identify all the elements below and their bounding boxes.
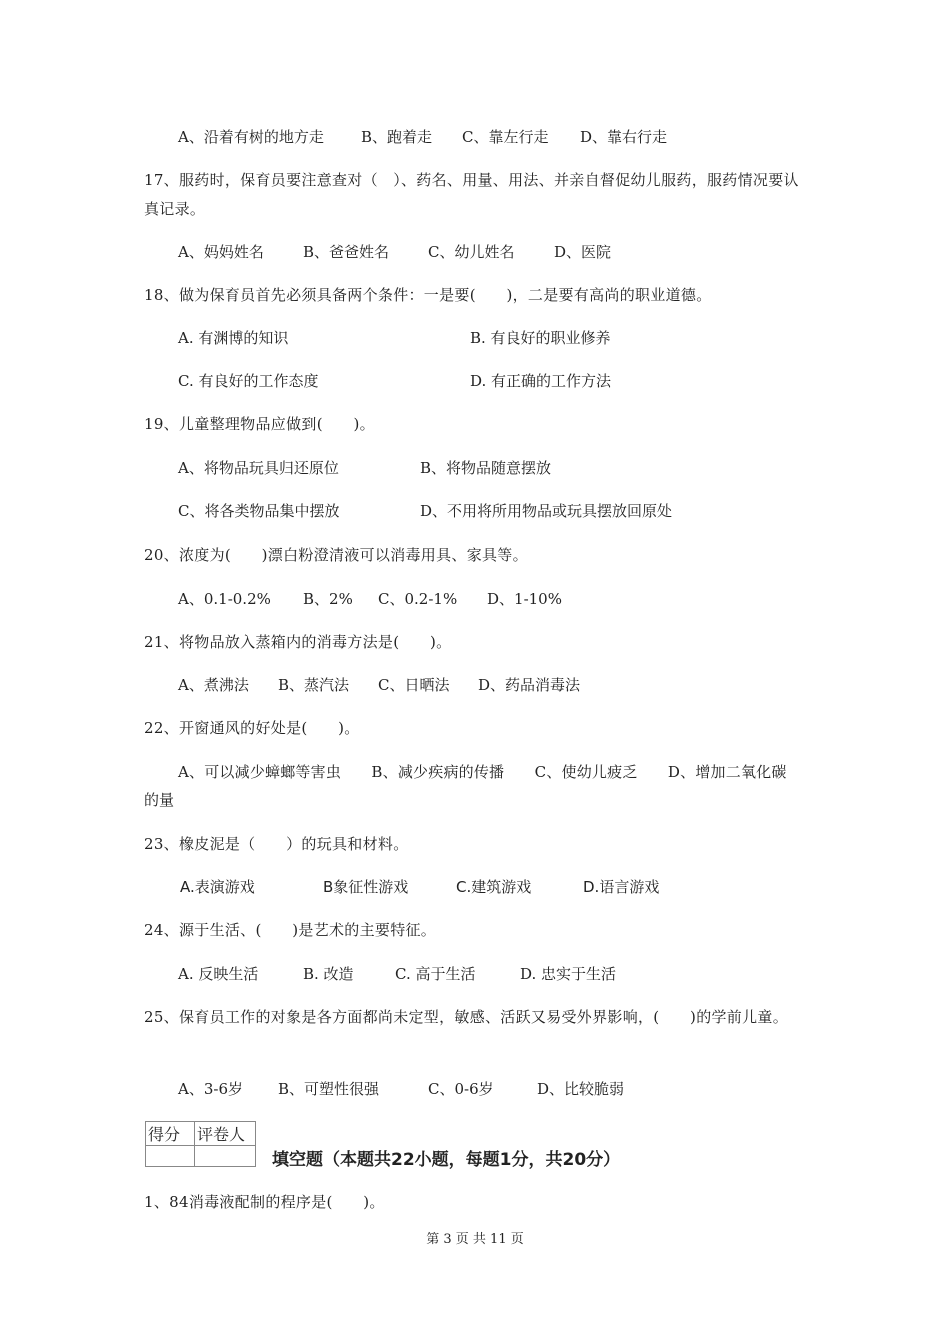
q20-option-a: A、0.1-0.2% <box>178 590 271 608</box>
q20-option-b: B、2% <box>303 590 353 608</box>
q24-option-d: D. 忠实于生活 <box>520 965 617 983</box>
grader-label: 评卷人 <box>195 1122 256 1146</box>
q17-question: 17、服药时，保育员要注意查对（ ）、药名、用量、用法、并亲自督促幼儿服药，服药情况要认真记录。 <box>144 171 799 218</box>
score-cell[interactable] <box>146 1146 195 1167</box>
q23-option-d: D.语言游戏 <box>583 878 660 896</box>
q19-option-b: B、将物品随意摆放 <box>420 459 552 477</box>
score-label: 得分 <box>146 1122 195 1146</box>
q20-option-c: C、0.2-1% <box>378 590 458 608</box>
q17-option-c: C、幼儿姓名 <box>428 243 515 261</box>
q20-option-d: D、1-10% <box>487 590 562 608</box>
page-footer: 第 3 页 共 11 页 <box>426 1232 524 1247</box>
q24-option-a: A. 反映生活 <box>178 965 259 983</box>
q23-question: 23、橡皮泥是（ ）的玩具和材料。 <box>144 835 409 853</box>
q18-option-b: B. 有良好的职业修养 <box>470 329 611 347</box>
q19-option-a: A、将物品玩具归还原位 <box>178 459 339 477</box>
q16-option-c: C、靠左行走 <box>462 128 549 146</box>
q23-option-c: C.建筑游戏 <box>456 878 532 896</box>
q17-option-b: B、爸爸姓名 <box>303 243 390 261</box>
q23-option-a: A.表演游戏 <box>180 878 255 896</box>
q21-option-a: A、煮沸法 <box>178 676 249 694</box>
q25-option-d: D、比较脆弱 <box>537 1080 625 1098</box>
q22-question: 22、开窗通风的好处是( )。 <box>144 719 360 737</box>
q21-option-b: B、蒸汽法 <box>278 676 350 694</box>
q19-question: 19、儿童整理物品应做到( )。 <box>144 415 375 433</box>
q17-option-a: A、妈妈姓名 <box>178 243 264 261</box>
q25-option-b: B、可塑性很强 <box>278 1080 380 1098</box>
q16-option-a: A、沿着有树的地方走 <box>178 128 324 146</box>
section-title: 填空题（本题共22小题，每题1分，共20分） <box>272 1150 621 1170</box>
q19-option-c: C、将各类物品集中摆放 <box>178 502 340 520</box>
q21-question: 21、将物品放入蒸箱内的消毒方法是( )。 <box>144 633 452 651</box>
q24-option-c: C. 高于生活 <box>395 965 476 983</box>
q21-option-d: D、药品消毒法 <box>478 676 581 694</box>
q24-question: 24、源于生活、( )是艺术的主要特征。 <box>144 921 437 939</box>
grader-cell[interactable] <box>195 1146 256 1167</box>
q19-option-d: D、不用将所用物品或玩具摆放回原处 <box>420 502 673 520</box>
fill-question-1: 1、84消毒液配制的程序是( )。 <box>144 1193 385 1211</box>
q21-option-c: C、日晒法 <box>378 676 450 694</box>
q22-options: A、可以减少蟑螂等害虫 B、减少疾病的传播 C、使幼儿疲乏 D、增加二氧化碳 <box>178 763 787 781</box>
q18-option-a: A. 有渊博的知识 <box>178 329 289 347</box>
q22-options-continued: 的量 <box>144 791 175 809</box>
q16-option-d: D、靠右行走 <box>580 128 668 146</box>
q25-question: 25、保育员工作的对象是各方面都尚未定型，敏感、活跃又易受外界影响，( )的学前儿童。 <box>144 1008 788 1026</box>
q18-question: 18、做为保育员首先必须具备两个条件：一是要( )，二是要有高尚的职业道德。 <box>144 286 712 304</box>
q18-option-d: D. 有正确的工作方法 <box>470 372 612 390</box>
q25-option-c: C、0-6岁 <box>428 1080 494 1098</box>
q17-option-d: D、医院 <box>554 243 612 261</box>
score-table <box>145 1121 256 1167</box>
q16-option-b: B、跑着走 <box>361 128 433 146</box>
q24-option-b: B. 改造 <box>303 965 354 983</box>
q25-option-a: A、3-6岁 <box>178 1080 243 1098</box>
q23-option-b: B象征性游戏 <box>323 878 409 896</box>
q20-question: 20、浓度为( )漂白粉澄清液可以消毒用具、家具等。 <box>144 546 528 564</box>
q18-option-c: C. 有良好的工作态度 <box>178 372 319 390</box>
